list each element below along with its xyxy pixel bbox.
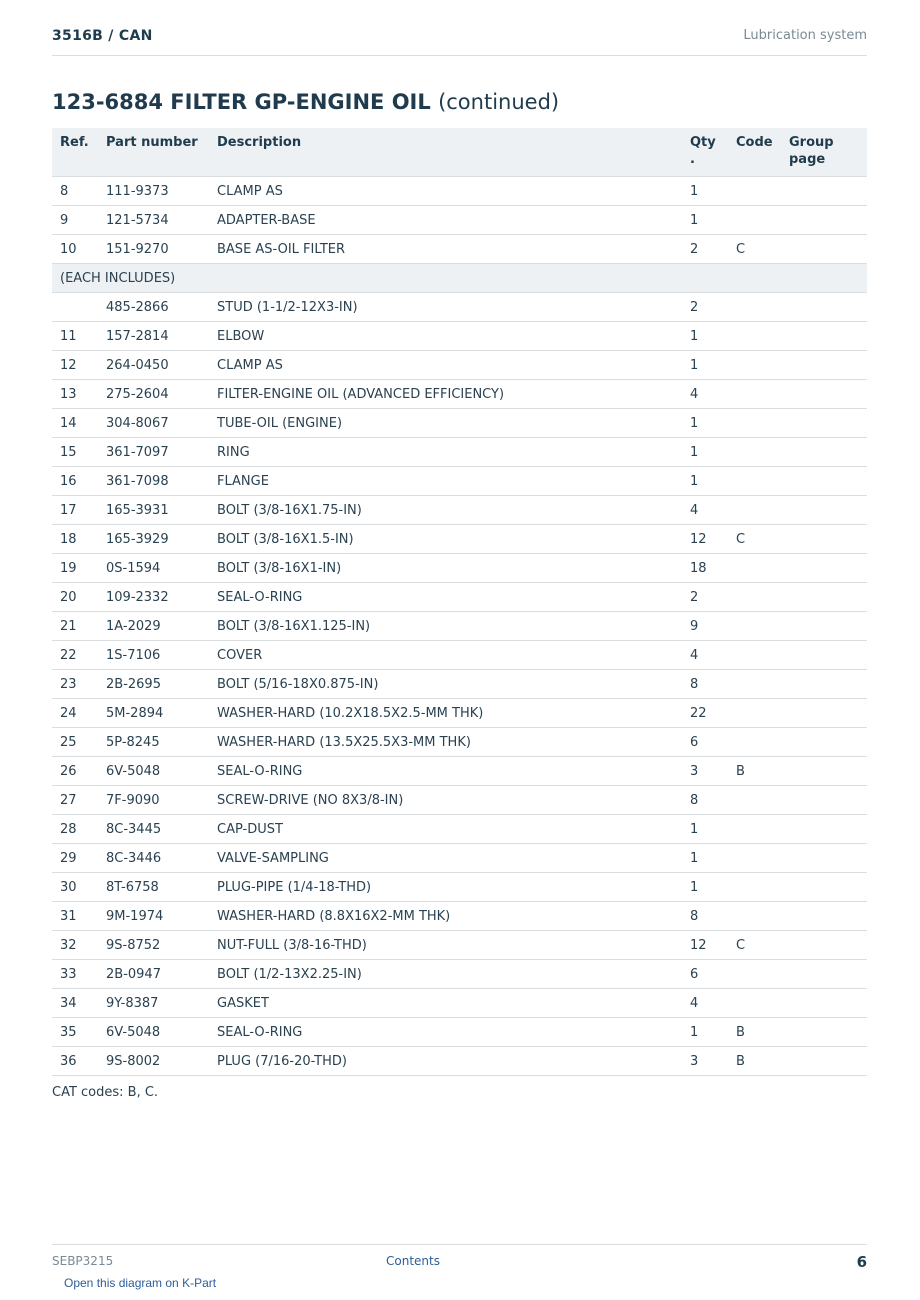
cell-qty: 12	[682, 931, 728, 960]
cell-description: BOLT (3/8-16X1.125-IN)	[209, 612, 682, 641]
cell-code	[728, 960, 781, 989]
cell-ref: 26	[52, 757, 98, 786]
table-row	[52, 1047, 867, 1076]
cell-part-number: 5M-2894	[98, 699, 209, 728]
cell-code	[728, 873, 781, 902]
cell-description: WASHER-HARD (8.8X16X2-MM THK)	[209, 902, 682, 931]
cell-part-number: 264-0450	[98, 351, 209, 380]
cell-qty: 1	[682, 177, 728, 206]
cell-part-number: 157-2814	[98, 322, 209, 351]
cell-code	[728, 699, 781, 728]
table-row	[52, 177, 867, 206]
cell-description: COVER	[209, 641, 682, 670]
cell-ref: 31	[52, 902, 98, 931]
cell-qty: 4	[682, 496, 728, 525]
table-group-note-row	[52, 264, 867, 293]
cell-code	[728, 554, 781, 583]
cell-part-number: 109-2332	[98, 583, 209, 612]
cell-part-number: 275-2604	[98, 380, 209, 409]
cell-description: WASHER-HARD (10.2X18.5X2.5-MM THK)	[209, 699, 682, 728]
cell-qty: 1	[682, 438, 728, 467]
cell-group-page	[781, 641, 867, 670]
cell-qty: 8	[682, 786, 728, 815]
cell-ref: 35	[52, 1018, 98, 1047]
cell-group-page	[781, 554, 867, 583]
cell-qty: 1	[682, 873, 728, 902]
cell-qty: 4	[682, 380, 728, 409]
cell-ref: 23	[52, 670, 98, 699]
cell-ref: 8	[52, 177, 98, 206]
group-note-text: (EACH INCLUDES)	[52, 264, 867, 293]
cell-part-number: 165-3929	[98, 525, 209, 554]
cell-part-number: 165-3931	[98, 496, 209, 525]
table-row	[52, 409, 867, 438]
cell-code	[728, 177, 781, 206]
cell-ref: 12	[52, 351, 98, 380]
cell-part-number: 1A-2029	[98, 612, 209, 641]
cell-group-page	[781, 699, 867, 728]
table-row	[52, 554, 867, 583]
cell-group-page	[781, 873, 867, 902]
cell-qty: 1	[682, 206, 728, 235]
cell-qty: 1	[682, 351, 728, 380]
cell-description: SEAL-O-RING	[209, 1018, 682, 1047]
table-row	[52, 235, 867, 264]
cell-group-page	[781, 525, 867, 554]
cell-code	[728, 322, 781, 351]
cell-group-page	[781, 1047, 867, 1076]
contents-link[interactable]: Contents	[386, 1254, 440, 1268]
cell-description: WASHER-HARD (13.5X25.5X3-MM THK)	[209, 728, 682, 757]
cell-code	[728, 989, 781, 1018]
cell-code	[728, 438, 781, 467]
cell-qty: 6	[682, 960, 728, 989]
cell-ref: 17	[52, 496, 98, 525]
cell-qty: 2	[682, 583, 728, 612]
cell-qty: 1	[682, 322, 728, 351]
cell-code	[728, 815, 781, 844]
cell-ref	[52, 293, 98, 322]
cell-group-page	[781, 844, 867, 873]
col-header-ref: Ref.	[52, 128, 98, 177]
cell-group-page	[781, 960, 867, 989]
cell-part-number: 121-5734	[98, 206, 209, 235]
table-row	[52, 525, 867, 554]
model-label: 3516B / CAN	[52, 28, 153, 44]
cell-code	[728, 612, 781, 641]
cell-code	[728, 728, 781, 757]
cell-ref: 20	[52, 583, 98, 612]
cell-qty: 1	[682, 467, 728, 496]
cell-part-number: 8T-6758	[98, 873, 209, 902]
cell-description: SCREW-DRIVE (NO 8X3/8-IN)	[209, 786, 682, 815]
cell-group-page	[781, 409, 867, 438]
cell-ref: 34	[52, 989, 98, 1018]
cell-code	[728, 583, 781, 612]
cell-ref: 10	[52, 235, 98, 264]
cell-code	[728, 670, 781, 699]
cell-qty: 1	[682, 409, 728, 438]
cell-group-page	[781, 931, 867, 960]
cell-code: C	[728, 235, 781, 264]
cell-code: C	[728, 931, 781, 960]
cell-code	[728, 206, 781, 235]
cell-description: VALVE-SAMPLING	[209, 844, 682, 873]
cell-description: SEAL-O-RING	[209, 757, 682, 786]
cell-description: ADAPTER-BASE	[209, 206, 682, 235]
cell-ref: 16	[52, 467, 98, 496]
table-row	[52, 699, 867, 728]
page-number: 6	[856, 1253, 867, 1271]
cell-ref: 14	[52, 409, 98, 438]
cell-description: RING	[209, 438, 682, 467]
table-row	[52, 728, 867, 757]
cell-code	[728, 380, 781, 409]
cell-part-number: 5P-8245	[98, 728, 209, 757]
table-row	[52, 931, 867, 960]
cell-description: FILTER-ENGINE OIL (ADVANCED EFFICIENCY)	[209, 380, 682, 409]
table-row	[52, 1018, 867, 1047]
cat-codes-note: CAT codes: B, C.	[52, 1085, 159, 1100]
cell-qty: 22	[682, 699, 728, 728]
cell-ref: 15	[52, 438, 98, 467]
cell-group-page	[781, 177, 867, 206]
cell-code	[728, 351, 781, 380]
col-header-group-page: Group page	[781, 128, 867, 177]
table-row	[52, 757, 867, 786]
cell-description: GASKET	[209, 989, 682, 1018]
cell-qty: 2	[682, 293, 728, 322]
cell-part-number: 7F-9090	[98, 786, 209, 815]
cell-qty: 3	[682, 757, 728, 786]
page-footer	[52, 1244, 867, 1275]
cell-description: BOLT (3/8-16X1.5-IN)	[209, 525, 682, 554]
table-row	[52, 438, 867, 467]
col-header-code: Code	[728, 128, 781, 177]
cell-group-page	[781, 235, 867, 264]
cell-part-number: 1S-7106	[98, 641, 209, 670]
parts-table-body	[52, 177, 867, 1076]
table-row	[52, 496, 867, 525]
title-part-name: 123-6884 FILTER GP-ENGINE OIL	[52, 90, 431, 114]
cell-description: FLANGE	[209, 467, 682, 496]
title-continued: (continued)	[438, 90, 560, 114]
cell-group-page	[781, 496, 867, 525]
cell-ref: 24	[52, 699, 98, 728]
cell-qty: 4	[682, 641, 728, 670]
cell-code: B	[728, 1018, 781, 1047]
cell-description: PLUG (7/16-20-THD)	[209, 1047, 682, 1076]
cell-part-number: 111-9373	[98, 177, 209, 206]
parts-table-header	[52, 128, 867, 177]
cell-description: TUBE-OIL (ENGINE)	[209, 409, 682, 438]
cell-description: CLAMP AS	[209, 177, 682, 206]
table-row	[52, 612, 867, 641]
cell-group-page	[781, 293, 867, 322]
parts-table	[52, 128, 867, 1076]
cell-ref: 22	[52, 641, 98, 670]
cell-part-number: 2B-0947	[98, 960, 209, 989]
cell-qty: 1	[682, 844, 728, 873]
cell-part-number: 304-8067	[98, 409, 209, 438]
cell-description: BASE AS-OIL FILTER	[209, 235, 682, 264]
cell-part-number: 2B-2695	[98, 670, 209, 699]
table-row	[52, 206, 867, 235]
cell-code	[728, 467, 781, 496]
cell-description: CLAMP AS	[209, 351, 682, 380]
cell-code	[728, 902, 781, 931]
cell-ref: 19	[52, 554, 98, 583]
page-title	[52, 90, 559, 114]
col-header-description: Description	[209, 128, 682, 177]
cell-group-page	[781, 322, 867, 351]
cell-group-page	[781, 757, 867, 786]
cell-group-page	[781, 206, 867, 235]
cell-part-number: 485-2866	[98, 293, 209, 322]
cell-code	[728, 844, 781, 873]
cell-part-number: 6V-5048	[98, 1018, 209, 1047]
cell-ref: 30	[52, 873, 98, 902]
cell-qty: 8	[682, 902, 728, 931]
cell-group-page	[781, 989, 867, 1018]
cell-part-number: 151-9270	[98, 235, 209, 264]
table-row	[52, 293, 867, 322]
table-row	[52, 322, 867, 351]
cell-part-number: 9Y-8387	[98, 989, 209, 1018]
cell-qty: 8	[682, 670, 728, 699]
table-row	[52, 583, 867, 612]
cell-description: BOLT (3/8-16X1-IN)	[209, 554, 682, 583]
cell-description: PLUG-PIPE (1/4-18-THD)	[209, 873, 682, 902]
table-row	[52, 960, 867, 989]
table-row	[52, 989, 867, 1018]
table-row	[52, 786, 867, 815]
cell-group-page	[781, 786, 867, 815]
cell-ref: 25	[52, 728, 98, 757]
cell-qty: 1	[682, 815, 728, 844]
section-label: Lubrication system	[743, 28, 867, 43]
cell-code	[728, 641, 781, 670]
table-row	[52, 902, 867, 931]
kpart-diagram-link[interactable]: Open this diagram on K-Part	[64, 1276, 217, 1290]
cell-description: NUT-FULL (3/8-16-THD)	[209, 931, 682, 960]
cell-part-number: 9M-1974	[98, 902, 209, 931]
cell-group-page	[781, 612, 867, 641]
cell-part-number: 8C-3445	[98, 815, 209, 844]
cell-ref: 36	[52, 1047, 98, 1076]
cell-code	[728, 409, 781, 438]
cell-ref: 28	[52, 815, 98, 844]
cell-group-page	[781, 380, 867, 409]
cell-code: B	[728, 757, 781, 786]
cell-description: ELBOW	[209, 322, 682, 351]
cell-description: STUD (1-1/2-12X3-IN)	[209, 293, 682, 322]
table-row	[52, 641, 867, 670]
table-row	[52, 467, 867, 496]
cell-ref: 33	[52, 960, 98, 989]
cell-code: B	[728, 1047, 781, 1076]
cell-description: BOLT (5/16-18X0.875-IN)	[209, 670, 682, 699]
cell-ref: 9	[52, 206, 98, 235]
cell-group-page	[781, 815, 867, 844]
cell-part-number: 9S-8752	[98, 931, 209, 960]
table-row	[52, 844, 867, 873]
cell-ref: 27	[52, 786, 98, 815]
cell-ref: 13	[52, 380, 98, 409]
cell-ref: 21	[52, 612, 98, 641]
cell-group-page	[781, 467, 867, 496]
cell-part-number: 361-7098	[98, 467, 209, 496]
cell-ref: 11	[52, 322, 98, 351]
table-row	[52, 815, 867, 844]
cell-description: BOLT (1/2-13X2.25-IN)	[209, 960, 682, 989]
cell-group-page	[781, 902, 867, 931]
cell-qty: 12	[682, 525, 728, 554]
document-id: SEBP3215	[52, 1254, 114, 1268]
cell-qty: 9	[682, 612, 728, 641]
table-row	[52, 670, 867, 699]
cell-qty: 1	[682, 1018, 728, 1047]
cell-part-number: 361-7097	[98, 438, 209, 467]
table-row	[52, 380, 867, 409]
cell-group-page	[781, 351, 867, 380]
cell-part-number: 8C-3446	[98, 844, 209, 873]
col-header-qty: Qty .	[682, 128, 728, 177]
page-header	[52, 28, 867, 56]
cell-qty: 3	[682, 1047, 728, 1076]
cell-group-page	[781, 583, 867, 612]
cell-code: C	[728, 525, 781, 554]
col-header-part-number: Part number	[98, 128, 209, 177]
cell-ref: 18	[52, 525, 98, 554]
cell-group-page	[781, 670, 867, 699]
cell-group-page	[781, 1018, 867, 1047]
cell-qty: 4	[682, 989, 728, 1018]
cell-part-number: 0S-1594	[98, 554, 209, 583]
cell-code	[728, 786, 781, 815]
cell-part-number: 6V-5048	[98, 757, 209, 786]
cell-code	[728, 293, 781, 322]
table-row	[52, 351, 867, 380]
cell-qty: 18	[682, 554, 728, 583]
cell-group-page	[781, 438, 867, 467]
cell-part-number: 9S-8002	[98, 1047, 209, 1076]
cell-qty: 6	[682, 728, 728, 757]
table-row	[52, 873, 867, 902]
cell-group-page	[781, 728, 867, 757]
cell-ref: 32	[52, 931, 98, 960]
cell-qty: 2	[682, 235, 728, 264]
cell-description: SEAL-O-RING	[209, 583, 682, 612]
cell-description: BOLT (3/8-16X1.75-IN)	[209, 496, 682, 525]
cell-ref: 29	[52, 844, 98, 873]
cell-description: CAP-DUST	[209, 815, 682, 844]
cell-code	[728, 496, 781, 525]
